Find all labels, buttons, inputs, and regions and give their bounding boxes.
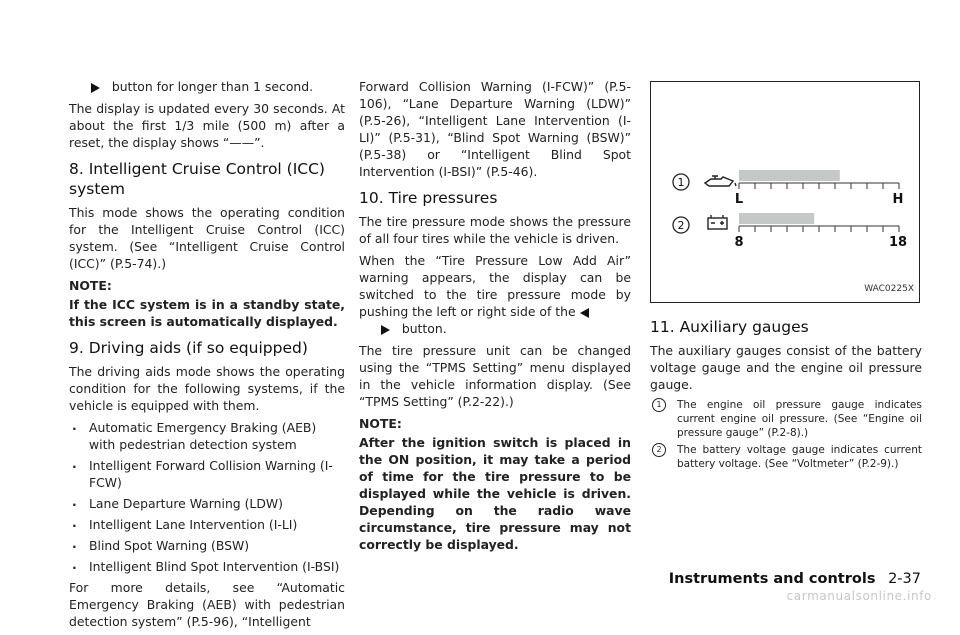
- gauge-max-label: 18: [888, 235, 908, 250]
- list-item: . Intelligent Forward Collision Warning (I-FCW): [69, 457, 345, 491]
- list-item: . Automatic Emergency Braking (AEB) with pedestrian detection system: [69, 419, 345, 453]
- right-arrow-icon: [91, 83, 100, 93]
- figure-id: WAC0225X: [864, 284, 914, 294]
- callout-number: 2: [677, 219, 685, 232]
- left-column: [69, 78, 345, 635]
- list-item: . Blind Spot Warning (BSW): [69, 537, 345, 554]
- auxiliary-paragraph: The auxiliary gauges consist of the battery voltage gauge and the engine oil pressure gauge.: [650, 343, 922, 392]
- page-footer: [669, 571, 921, 587]
- heading-icc: 8. Intelligent Cruise Control (ICC) system: [69, 160, 325, 198]
- callout-number: 1: [677, 176, 685, 189]
- tire-paragraph: The tire pressure mode shows the pressure of all four tires while the vehicle is driven.: [359, 214, 631, 246]
- heading-auxiliary-gauges: 11. Auxiliary gauges: [650, 318, 809, 336]
- list-item: . Lane Departure Warning (LDW): [69, 495, 345, 512]
- note-text: After the ignition switch is placed in the ON position, it may take a period of time for the tire pressure to be displayed while the vehicle is driven. Depending on the radio wave circumstance, tire pressure may not correctly be displayed.: [359, 435, 631, 552]
- callout-number: 1: [652, 398, 666, 412]
- icc-paragraph: This mode shows the operating condition for the Intelligent Cruise Control (ICC) system. (See “Intelligent Cruise Control (ICC)” (P.5-74).): [69, 205, 345, 271]
- oil-pressure-icon: [705, 176, 736, 186]
- list-item: 2 The battery voltage gauge indicates current battery voltage. (See “Voltmeter” (P.2-9).): [650, 443, 922, 471]
- update-paragraph: The display is updated every 30 seconds. At about the first 1/3 mile (500 m) after a reset, the display shows “——”.: [69, 101, 345, 150]
- battery-voltage-fill: [739, 213, 814, 224]
- intro-line: button for longer than 1 second.: [69, 78, 345, 95]
- left-arrow-icon: [580, 308, 589, 318]
- tire-unit-paragraph: The tire pressure unit can be changed using the “TPMS Setting” menu displayed in the vehicle information display. (See “TPMS Setting” (P.2-22).): [359, 343, 631, 409]
- gauges-illustration: [651, 82, 919, 302]
- tire-warning-paragraph: When the “Tire Pressure Low Add Air” warning appears, the display can be switched to the tire pressure mode by pushing the left or right side of the: [359, 253, 631, 319]
- gauge-min-label: L: [734, 192, 744, 207]
- gauge-notes: [650, 398, 922, 471]
- list-item: 1 The engine oil pressure gauge indicates current engine oil pressure. (See “Engine oil pressure gauge” (P.2-8).): [650, 398, 922, 440]
- battery-icon: [708, 215, 727, 229]
- heading-tire-pressures: 10. Tire pressures: [359, 189, 498, 207]
- note-label: NOTE:: [359, 416, 402, 431]
- list-item: . Intelligent Lane Intervention (I-LI): [69, 516, 345, 533]
- oil-pressure-fill: [739, 170, 840, 181]
- note-label: NOTE:: [69, 278, 112, 293]
- right-arrow-icon: [381, 325, 390, 335]
- gauge-max-label: H: [892, 192, 904, 207]
- driving-aids-paragraph: The driving aids mode shows the operating condition for the following systems, if the vehicle is equipped with them.: [69, 364, 345, 413]
- middle-column: [359, 78, 631, 558]
- systems-list: [69, 419, 345, 575]
- list-item: . Intelligent Blind Spot Intervention (I-BSI): [69, 558, 345, 575]
- watermark: carmanualsonline.info: [786, 589, 932, 603]
- page-number: 2-37: [888, 571, 921, 587]
- note-text: If the ICC system is in a standby state, this screen is automatically displayed.: [69, 297, 345, 329]
- gauge-ticks: [739, 226, 899, 232]
- references-paragraph: Forward Collision Warning (I-FCW)” (P.5-106), “Lane Departure Warning (LDW)” (P.5-26), “Intelligent Lane Intervention (I-LI)” (P.5-31), “Blind Spot Warning (BSW)” (P.5-38) or “Intelligent Blind Spot Intervention (I-BSI)” (P.5-46).: [359, 79, 631, 179]
- heading-driving-aids: 9. Driving aids (if so equipped): [69, 339, 308, 357]
- gauge-min-label: 8: [734, 235, 744, 250]
- tire-warning-tail: button.: [359, 320, 631, 337]
- section-title: Instruments and controls: [668, 571, 876, 587]
- gauge-ticks: [739, 183, 899, 189]
- gauges-figure: [650, 81, 920, 303]
- right-column: [650, 81, 922, 474]
- details-paragraph: For more details, see “Automatic Emergency Braking (AEB) with pedestrian detection system” (P.5-96), “Intelligent: [69, 580, 345, 629]
- callout-number: 2: [652, 443, 666, 457]
